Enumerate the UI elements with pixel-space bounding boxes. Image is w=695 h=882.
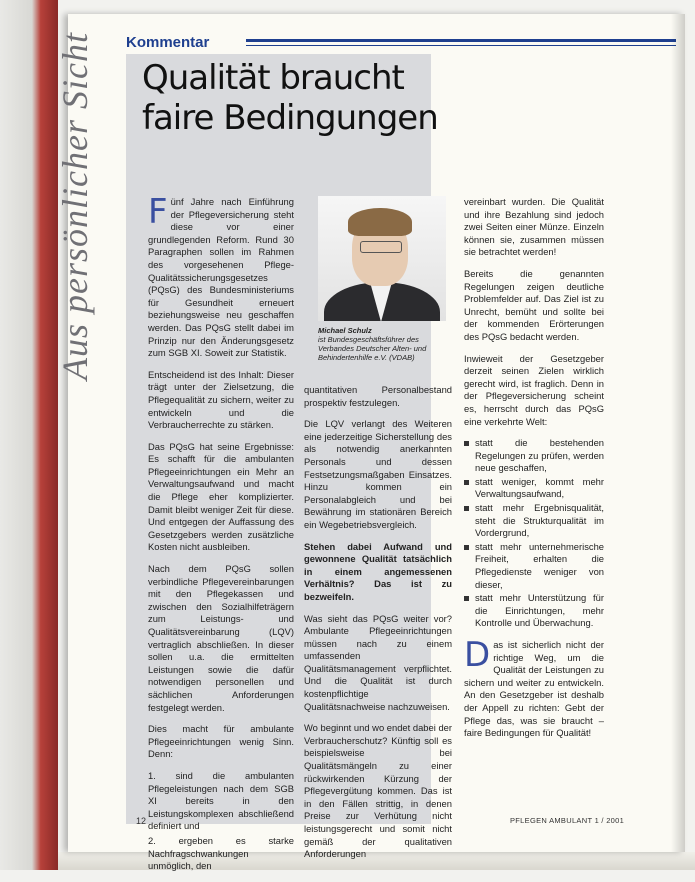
paragraph: Inwieweit der Gesetzgeber derzeit seinen Zielen wirklich gerecht wird, ist fraglich. Denn in der Pflegeversicherung scheint es, herrscht durch das PQsG eine verkehrte Welt: <box>464 352 604 427</box>
list-item: statt die bestehenden Regelungen zu prüfen, werden neue geschaffen, <box>464 437 604 475</box>
paragraph: Dies macht für ambulante Pflegeeinrichtungen wenig Sinn. Denn: <box>148 723 294 760</box>
headline <box>142 58 562 138</box>
paragraph: vereinbart wurden. Die Qualität und ihre Bezahlung sind jedoch zwei Seiten einer Münze. Einzeln können sie, zusammen müssen sie betrachtet werden! <box>464 196 604 258</box>
section-label: Kommentar <box>126 34 217 51</box>
paragraph-text: as ist sicherlich nicht der richtige Weg, um die Qualität der Leistungen zu sichern und weiter zu entwickeln. An den Gesetzgeber ist deshalb der Appell zu richten: Gebt der Pflege das, was sie braucht – faire Bedingungen für Qualität! <box>464 639 604 739</box>
paragraph: Was sieht das PQsG weiter vor? Ambulante Pflegeeinrichtungen müssen nach zu einem umfassenden Qualitätsmanagement verpflichtet. Und die Qualität ist durch kostenpflichtige Qualitätsnachweise nachzuweisen. <box>304 612 452 712</box>
paragraph <box>148 192 294 360</box>
caption-name: Michael Schulz <box>318 326 372 335</box>
caption-text: ist Bundesgeschäftsführer des Verbandes Deutscher Alten- und Behindertenhilfe e.V. (VDAB) <box>318 335 427 362</box>
headline-line-1: Qualität braucht <box>142 58 404 98</box>
paragraph: Nach dem PQsG sollen verbindliche Pflegevereinbarungen mit den Pflegekassen und zwischen den Sozialhilfeträgern zum Leistungs- und Qualitätsvereinbarung (LQV) vertraglich abschließen. In dieser sollen u.a. die ermittelten Leistungen sowie die dafür notwendigen personellen und sächlichen Anforderungen festgelegt werden. <box>148 563 294 713</box>
paragraph: Bereits die genannten Regelungen zeigen deutliche Problemfelder auf. Das Ziel ist zu Unrecht, bemüht und sollte bei der kommenden Erörterungen des PQsG bedacht werden. <box>464 267 604 342</box>
paragraph: Das PQsG hat seine Ergebnisse: Es schafft für die ambulanten Pflegeeinrichtungen ein Mehr an Verwaltungsaufwand und macht die Pflege eher komplizierter. Damit bleibt weniger Zeit für diese. Und entgegen der Auffassung des Gesetzgebers werden zusätzliche Kosten nicht ausbleiben. <box>148 440 294 553</box>
photo-caption <box>318 326 448 362</box>
paragraph: 2. ergeben es starke Nachfragschwankungen unmöglich, den <box>148 834 294 872</box>
list-item: statt mehr unternehmerische Freiheit, erhalten die Pflegedienste weniger von dieser, <box>464 541 604 591</box>
journal-footer: PFLEGEN AMBULANT 1 / 2001 <box>510 816 625 825</box>
paragraph-text: ünf Jahre nach Einführung der Pflegeversicherung steht diese vor einer grundlegenden Reform. Rund 30 Paragraphen sollen im Rahmen des vorgesehenen Pflege-Qualitätssicherungsgesetzes (PQsG) des Bundesministeriums für Gesundheit erneuert beziehungsweise neu geschaffen werden. Das PQsG stellt dabei im Prinzip nur den Änderungsgesetz zum SGB XI. Soweit zur Statistik. <box>148 196 294 359</box>
paragraph: 1. sind die ambulanten Pflegeleistungen nach dem SGB XI bereits in den Leistungskomplexen abschließend definiert und <box>148 769 294 832</box>
paragraph <box>464 635 604 740</box>
text-column-2 <box>304 384 452 870</box>
headline-line-2: faire Bedingungen <box>142 98 438 138</box>
bullet-list <box>464 437 604 630</box>
drop-cap: F <box>148 192 168 232</box>
text-column-3 <box>464 196 604 749</box>
paragraph: Entscheidend ist des Inhalt: Dieser trägt unter der Zielsetzung, die Pflegequalität zu sichern, weiter zu entwickeln und die Verbraucherrechte zu stärken. <box>148 368 294 431</box>
section-rule <box>246 39 676 42</box>
paragraph: quantitativen Personalbestand prospektiv festzulegen. <box>304 384 452 408</box>
text-column-1 <box>148 192 294 882</box>
section-rule-thin <box>246 45 676 46</box>
list-item: statt weniger, kommt mehr Verwaltungsaufwand, <box>464 476 604 501</box>
paragraph: Wo beginnt und wo endet dabei der Verbraucherschutz? Künftig soll es beispielsweise bei Qualitätsmängeln zu einer rückwirkenden Kürzung der Pflegevergütung kommen. Das ist in den Fällen strittig, in denen Preise zur Verhütung nicht leistungsgerecht und somit nicht gemäß der qualitativen Anforderungen <box>304 722 452 860</box>
page-number: 12 <box>136 816 147 826</box>
author-photo <box>318 196 446 321</box>
list-item: statt mehr Unterstützung für die Einrichtungen, mehr Kontrolle und Überwachung. <box>464 592 604 630</box>
vertical-side-title: Aus persönlicher Sicht <box>55 32 95 380</box>
highlighted-paragraph: Stehen dabei Aufwand und gewonnene Qualität tatsächlich in einem angemessenen Verhältnis? Das ist zu bezweifeln. <box>304 540 452 602</box>
photo-hair <box>348 208 412 236</box>
book-edge <box>0 0 58 870</box>
list-item: statt mehr Ergebnisqualität, steht die Strukturqualität im Vordergrund, <box>464 502 604 540</box>
photo-glasses <box>360 241 402 253</box>
paragraph: Die LQV verlangt des Weiteren eine jederzeitige Sicherstellung des als notwendig anerkannten Personals und dessen Festsetzungsmaßgaben Einsatzes. Hinzu kommen ein Personalabgleich und bei Bewährung im stationären Bereich ein Wegebetriebsvergleich. <box>304 418 452 530</box>
drop-cap: D <box>464 635 491 675</box>
